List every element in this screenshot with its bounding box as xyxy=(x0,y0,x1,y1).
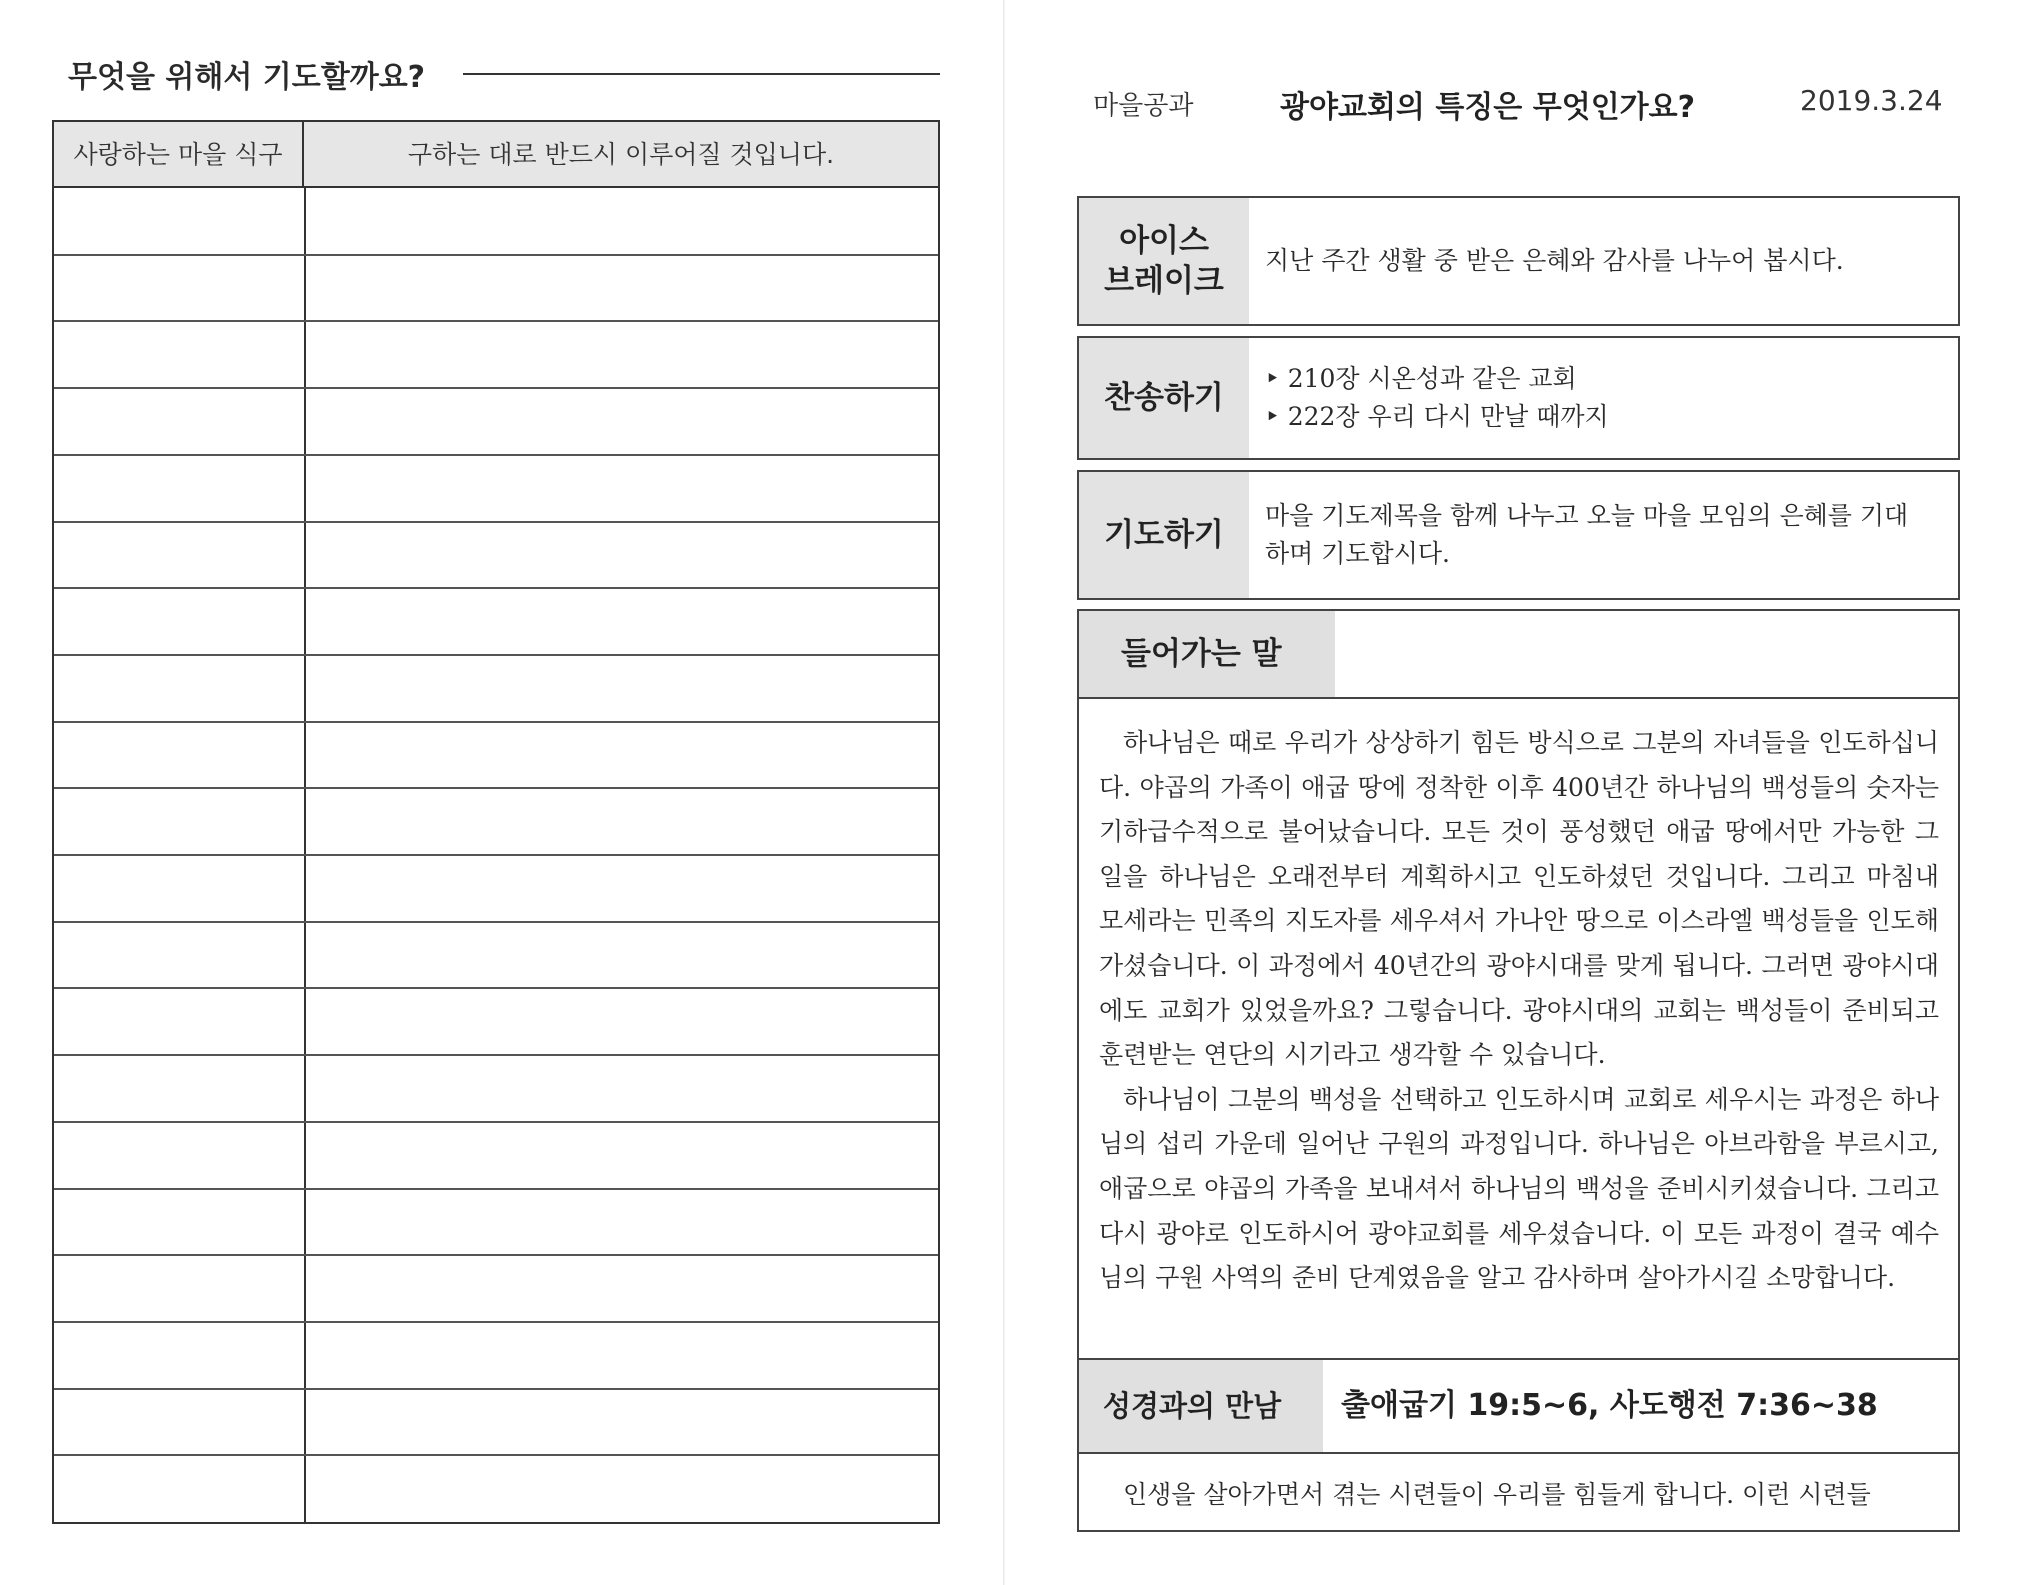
lesson-date: 2019.3.24 xyxy=(1800,84,1943,117)
table-row-divider xyxy=(54,320,938,322)
table-row-divider xyxy=(54,387,938,389)
prayer-label: 기도하기 xyxy=(1079,472,1249,598)
prayer-section-title: 무엇을 위해서 기도할까요? xyxy=(68,60,426,95)
prayer-box xyxy=(1077,470,1960,600)
bible-header xyxy=(1079,1358,1958,1454)
hymn-content xyxy=(1265,338,1944,458)
table-row-divider xyxy=(54,787,938,789)
prayer-content xyxy=(1265,472,1944,598)
table-row-divider xyxy=(54,1321,938,1323)
hymn-item: ‣ 210장 시온성과 같은 교회 xyxy=(1265,364,1577,393)
table-row-divider xyxy=(54,1188,938,1190)
column-header-members: 사랑하는 마을 식구 xyxy=(54,122,304,188)
page-fold xyxy=(1003,0,1005,1585)
intro-header xyxy=(1079,611,1958,699)
intro-paragraph-1: 하나님은 때로 우리가 상상하기 힘든 방식으로 그분의 자녀들을 인도하십니다. 야곱의 가족이 애굽 땅에 정착한 이후 400년간 하나님의 백성들의 숫자는 기하급수적으로 불어났습니다. 모든 것이 풍성했던 애굽 땅에서만 가능한 그 일을 하나님은 오래전부터 계획하시고 인도하셨던 것입니다. 그리고 마침내 모세라는 민족의 지도자를 세우셔서 가나안 땅으로 이스라엘 백성들을 인도해 가셨습니다. 이 과정에서 40년간의 광야시대를 맞게 됩니다. 그러면 광야시대에도 교회가 있었을까요? 그렇습니다. 광야시대의 교회는 백성들이 준비되고 훈련받는 연단의 시기라고 생각할 수 있습니다. xyxy=(1099,728,1939,1070)
prayer-text-line1: 마을 기도제목을 함께 나누고 오늘 마을 모임의 은혜를 기대 xyxy=(1265,501,1909,530)
hymn-label: 찬송하기 xyxy=(1079,338,1249,458)
prayer-table xyxy=(52,120,940,1524)
icebreak-label-line1: 아이스 xyxy=(1119,223,1209,259)
intro-section xyxy=(1077,609,1960,1532)
table-row-divider xyxy=(54,587,938,589)
header-label: 마을공과 xyxy=(1093,91,1194,121)
icebreak-content xyxy=(1265,198,1944,324)
intro-body xyxy=(1099,721,1939,1301)
lesson-title: 광야교회의 특징은 무엇인가요? xyxy=(1280,90,1696,125)
intro-heading: 들어가는 말 xyxy=(1079,611,1335,697)
table-row-divider xyxy=(54,987,938,989)
table-row-divider xyxy=(54,521,938,523)
column-header-requests: 구하는 대로 반드시 이루어질 것입니다. xyxy=(407,140,835,169)
hymn-box xyxy=(1077,336,1960,460)
prayer-text-line2: 하며 기도합시다. xyxy=(1265,539,1450,568)
table-row-divider xyxy=(54,654,938,656)
bible-text: 인생을 살아가면서 겪는 시련들이 우리를 힘들게 합니다. 이런 시련들 xyxy=(1123,1480,1871,1509)
table-row-divider xyxy=(54,721,938,723)
title-rule xyxy=(463,73,940,75)
table-row-divider xyxy=(54,1054,938,1056)
icebreak-label xyxy=(1079,198,1249,324)
icebreak-text: 지난 주간 생활 중 받은 은혜와 감사를 나누어 봅시다. xyxy=(1265,246,1844,275)
icebreak-label-line2: 브레이크 xyxy=(1104,263,1224,299)
table-row-divider xyxy=(54,854,938,856)
intro-paragraph-2: 하나님이 그분의 백성을 선택하고 인도하시며 교회로 세우시는 과정은 하나님의 섭리 가운데 일어난 구원의 과정입니다. 하나님은 아브라함을 부르시고, 애굽으로 야곱의 가족을 보내셔서 하나님의 백성을 준비시키셨습니다. 그리고 다시 광야로 인도하시어 광야교회를 세우셨습니다. 이 모든 과정이 결국 예수님의 구원 사역의 준비 단계였음을 알고 감사하며 살아가시길 소망합니다. xyxy=(1099,1084,1939,1293)
prayer-table-header xyxy=(54,122,938,188)
bible-heading: 성경과의 만남 xyxy=(1079,1360,1323,1452)
table-row-divider xyxy=(54,1388,938,1390)
table-row-divider xyxy=(54,1121,938,1123)
table-row-divider xyxy=(54,921,938,923)
table-row-divider xyxy=(54,1254,938,1256)
table-row-divider xyxy=(54,254,938,256)
bible-reference: 출애굽기 19:5~6, 사도행전 7:36~38 xyxy=(1341,1388,1878,1423)
table-row-divider xyxy=(54,454,938,456)
icebreak-box xyxy=(1077,196,1960,326)
table-row-divider xyxy=(54,1454,938,1456)
hymn-item: ‣ 222장 우리 다시 만날 때까지 xyxy=(1265,402,1609,431)
